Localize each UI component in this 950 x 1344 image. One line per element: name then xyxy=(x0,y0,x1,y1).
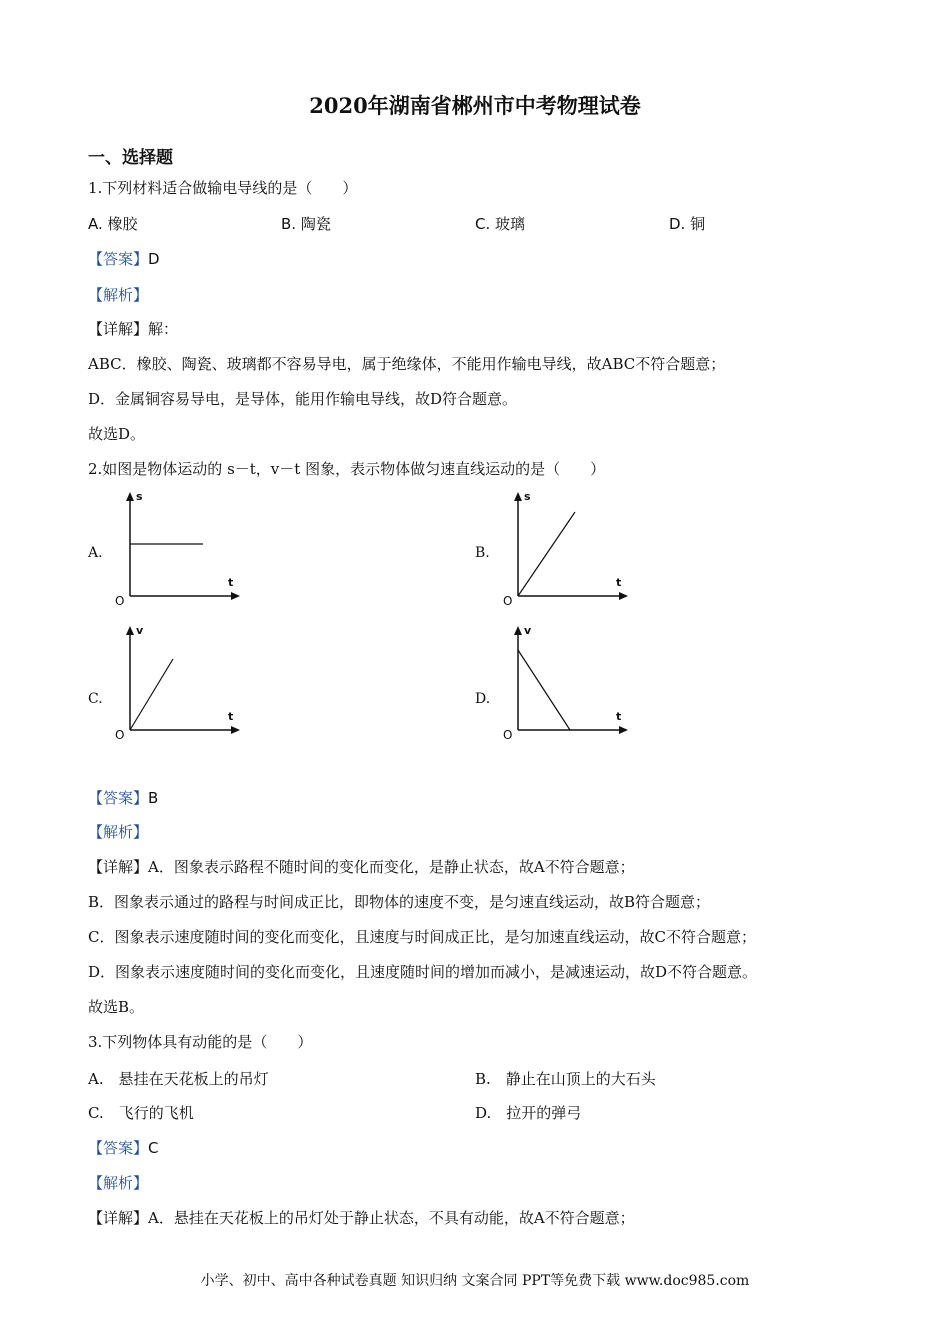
q3-option-d: D. 拉开的弹弓 xyxy=(475,1104,582,1122)
q2-detail-0: 【详解】A．图象表示路程不随时间的变化而变化，是静止状态，故A不符合题意； xyxy=(88,858,635,876)
q3-stem: 3.下列物体具有动能的是（ ） xyxy=(88,1033,313,1051)
q2-option-b: B. xyxy=(475,545,490,561)
section-heading: 一、选择题 xyxy=(88,148,173,168)
graph-c-line xyxy=(130,659,173,730)
q2-answer-tag: 【答案】 xyxy=(88,789,149,807)
page-title: 2020年湖南省郴州市中考物理试卷 xyxy=(309,93,641,118)
q3-option-c: C. 飞行的飞机 xyxy=(88,1104,194,1122)
q1-analysis: 【解析】 xyxy=(88,286,149,304)
q1-stem: 1.下列材料适合做输电导线的是（ ） xyxy=(88,179,358,197)
q2-answer-value: B xyxy=(148,789,159,807)
q3-analysis: 【解析】 xyxy=(88,1174,149,1192)
q1-answer-value: D xyxy=(148,250,160,268)
q1-option-d: D. 铜 xyxy=(669,215,706,233)
q2-option-c: C. xyxy=(88,691,103,707)
graph-d xyxy=(498,624,638,753)
q3-answer-value: C xyxy=(148,1139,159,1157)
q2-detail-1: B．图象表示通过的路程与时间成正比，即物体的速度不变，是匀速直线运动，故B符合题意； xyxy=(88,893,711,911)
q1-detail-0: 【详解】解： xyxy=(88,320,179,338)
graph-a-origin: O xyxy=(115,594,125,608)
q1-option-a: A. 橡胶 xyxy=(88,215,138,233)
graph-c-y-label: v xyxy=(136,624,144,637)
graph-a-y-label: s xyxy=(136,490,143,503)
q2-stem: 2.如图是物体运动的 s－t，v－t 图象，表示物体做匀速直线运动的是（ ） xyxy=(88,460,606,478)
graph-b-line xyxy=(518,512,575,596)
q1-option-b: B. 陶瓷 xyxy=(281,215,331,233)
graph-b-origin: O xyxy=(503,594,513,608)
graph-b xyxy=(498,490,638,619)
q3-answer xyxy=(88,1137,159,1158)
q1-detail-2: D．金属铜容易导电，是导体，能用作输电导线，故D符合题意。 xyxy=(88,390,518,408)
page-footer: 小学、初中、高中各种试卷真题 知识归纳 文案合同 PPT等免费下载 www.doc985.com xyxy=(200,1273,750,1289)
q1-answer xyxy=(88,248,160,269)
q2-answer xyxy=(88,787,158,808)
graph-b-x-label: t xyxy=(616,576,622,589)
graph-c-x-label: t xyxy=(228,710,234,723)
graph-c-origin: O xyxy=(115,728,125,742)
q2-detail-2: C．图象表示速度随时间的变化而变化，且速度与时间成正比，是匀加速直线运动，故C不符合题意； xyxy=(88,928,756,946)
q1-detail-3: 故选D。 xyxy=(88,425,146,443)
graph-c xyxy=(110,624,250,753)
q3-answer-tag: 【答案】 xyxy=(88,1139,149,1157)
graph-a-x-label: t xyxy=(228,576,234,589)
graph-d-origin: O xyxy=(503,728,513,742)
graph-b-y-label: s xyxy=(524,490,531,503)
q3-option-a: A. 悬挂在天花板上的吊灯 xyxy=(88,1070,269,1088)
q2-option-d: D. xyxy=(475,691,491,707)
graph-d-line xyxy=(518,650,570,730)
q1-detail-1: ABC．橡胶、陶瓷、玻璃都不容易导电，属于绝缘体，不能用作输电导线，故ABC不符合题意； xyxy=(88,355,726,373)
graph-d-x-label: t xyxy=(616,710,622,723)
q2-option-a: A. xyxy=(88,545,103,561)
q2-analysis: 【解析】 xyxy=(88,823,149,841)
q1-answer-tag: 【答案】 xyxy=(88,250,149,268)
q3-detail-0: 【详解】A．悬挂在天花板上的吊灯处于静止状态，不具有动能，故A不符合题意； xyxy=(88,1209,635,1227)
q3-option-b: B. 静止在山顶上的大石头 xyxy=(475,1070,656,1088)
q2-detail-3: D．图象表示速度随时间的变化而变化，且速度随时间的增加而减小，是减速运动，故D不符合题意。 xyxy=(88,963,758,981)
graph-d-y-label: v xyxy=(524,624,532,637)
q2-detail-4: 故选B。 xyxy=(88,998,145,1016)
q1-option-c: C. 玻璃 xyxy=(475,215,526,233)
graph-a xyxy=(110,490,250,619)
